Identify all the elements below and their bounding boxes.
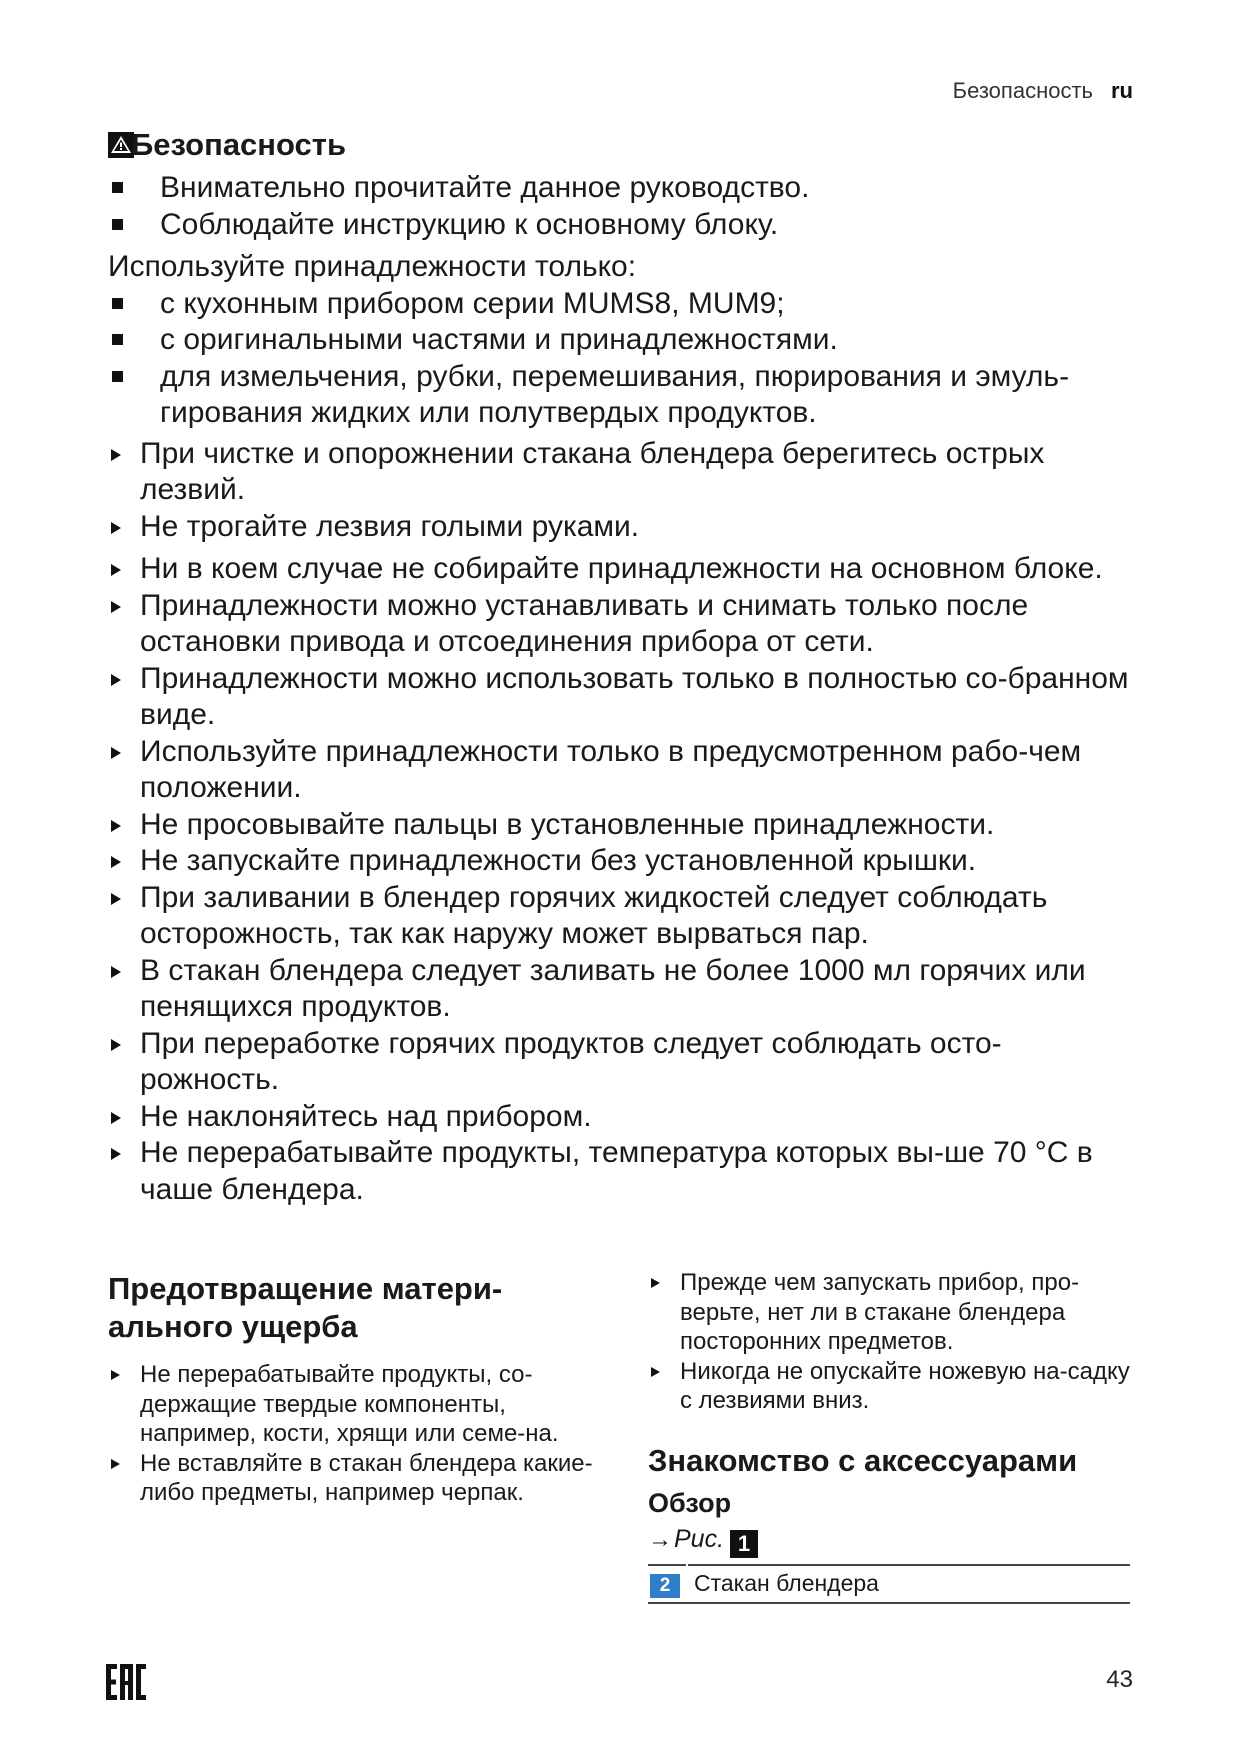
warning-item: Используйте принадлежности только в предусмотренном рабо-чем положении. — [108, 734, 1138, 807]
figure-label: Рис. — [674, 1524, 725, 1553]
damage-item: Не вставляйте в стакан блендера какие-либо предметы, например черпак. — [108, 1449, 598, 1508]
arrow-right-icon: → — [648, 1525, 672, 1553]
warning-item: При переработке горячих продуктов следует соблюдать осто-рожность. — [108, 1026, 1138, 1099]
warning-list — [108, 436, 1138, 1209]
warning-item: В стакан блендера следует заливать не более 1000 мл горячих или пенящихся продуктов. — [108, 953, 1138, 1026]
part-number: 2 — [650, 1574, 680, 1598]
header-language: ru — [1111, 78, 1133, 103]
warning-item: Принадлежности можно использовать только в полностью со-бранном виде. — [108, 661, 1138, 734]
warning-item: Не запускайте принадлежности без установленной крышки. — [108, 843, 1138, 880]
warning-item: При заливании в блендер горячих жидкостей следует соблюдать осторожность, так как наружу может вырваться пар. — [108, 880, 1138, 953]
damage-item: Прежде чем запускать прибор, про-верьте, нет ли в стакане блендера посторонних предметов. — [648, 1268, 1138, 1357]
table-row — [648, 1565, 1130, 1603]
running-header — [953, 78, 1133, 104]
damage-column-right — [648, 1268, 1138, 1604]
list-item: с кухонным прибором серии MUMS8, MUM9; — [108, 286, 1138, 323]
damage-list — [108, 1360, 598, 1508]
damage-list-continued — [648, 1268, 1138, 1416]
page-title — [108, 126, 346, 163]
use-intro: Используйте принадлежности только: — [108, 250, 637, 283]
read-list — [108, 170, 1138, 243]
page-number: 43 — [1106, 1666, 1133, 1693]
list-item: для измельчения, рубки, перемешивания, пюрирования и эмуль-гирования жидких или полутвердых продуктов. — [108, 359, 1138, 432]
damage-item: Никогда не опускайте ножевую на-садку с лезвиями вниз. — [648, 1357, 1138, 1416]
page-title-text: Безопасность — [131, 127, 347, 162]
warning-item: Принадлежности можно устанавливать и снимать только после остановки привода и отсоединения прибора от сети. — [108, 588, 1138, 661]
warning-item: Не просовывайте пальцы в установленные принадлежности. — [108, 807, 1138, 844]
warning-item: Не перерабатывайте продукты, температура которых вы-ше 70 °C в чаше блендера. — [108, 1135, 1138, 1208]
list-item: с оригинальными частями и принадлежностями. — [108, 322, 1138, 359]
safety-section — [108, 170, 1138, 1208]
eac-mark-icon — [106, 1662, 146, 1702]
figure-number: 1 — [730, 1530, 758, 1558]
accessories-title: Знакомство с аксессуарами — [648, 1442, 1078, 1478]
figure-reference[interactable] — [648, 1525, 1138, 1558]
damage-title: Предотвращение матери-ального ущерба — [108, 1271, 503, 1344]
warning-item: Не трогайте лезвия голыми руками. — [108, 509, 1138, 546]
warning-item: Не наклоняйтесь над прибором. — [108, 1099, 1138, 1136]
list-item: Внимательно прочитайте данное руководство. — [108, 170, 1138, 207]
part-number-cell — [648, 1565, 687, 1603]
warning-item: Ни в коем случае не собирайте принадлежности на основном блоке. — [108, 551, 1138, 588]
overview-title: Обзор — [648, 1487, 732, 1518]
list-item: Соблюдайте инструкцию к основному блоку. — [108, 207, 1138, 244]
warning-item: При чистке и опорожнении стакана блендера берегитесь острых лезвий. — [108, 436, 1138, 509]
use-list — [108, 286, 1138, 432]
parts-table — [648, 1564, 1130, 1604]
header-section: Безопасность — [952, 78, 1093, 103]
damage-column-left — [108, 1270, 598, 1508]
part-name: Стакан блендера — [687, 1565, 1130, 1603]
damage-item: Не перерабатывайте продукты, со-держащие твердые компоненты, например, кости, хрящи или семе-на. — [108, 1360, 598, 1449]
